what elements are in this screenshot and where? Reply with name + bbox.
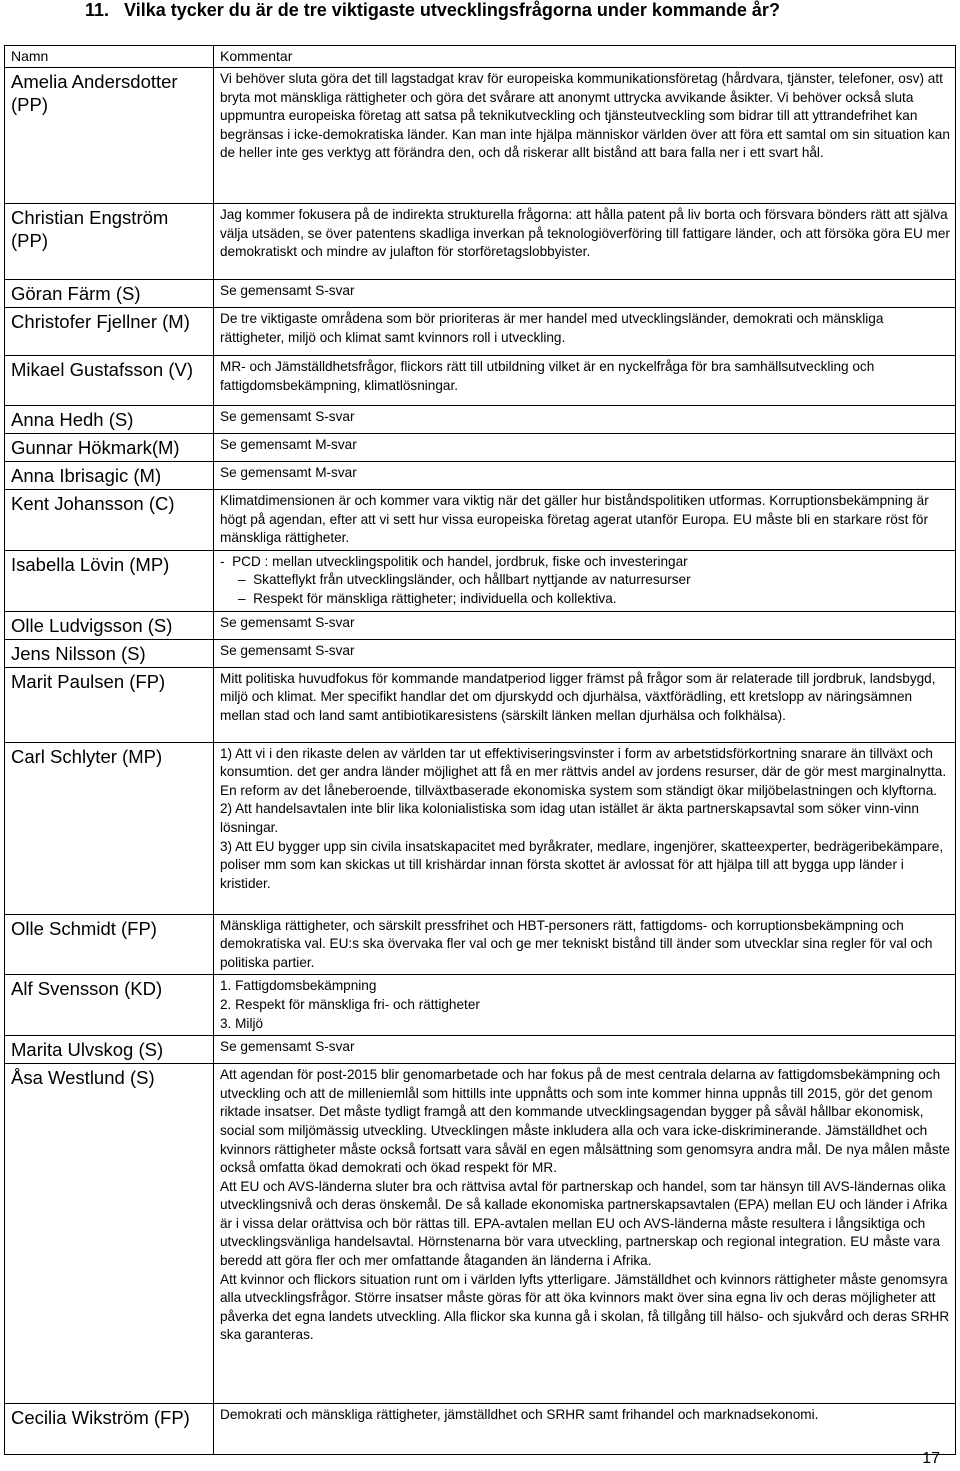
table-row [5, 550, 956, 611]
comment-paragraph: Se gemensamt S-svar [220, 1039, 355, 1055]
comment-paragraph: MR- och Jämställdhetsfrågor, flickors rätt till utbildning vilket är en nyckelfråga för bra samhällsutveckling och fattigdomsbekämpning, klimatlösningar. [220, 359, 875, 393]
respondent-comment [214, 280, 956, 308]
table-row [5, 68, 956, 204]
respondent-comment [214, 667, 956, 742]
table-row [5, 434, 956, 462]
respondent-name: Anna Ibrisagic (M) [5, 462, 214, 490]
respondent-comment [214, 1036, 956, 1064]
respondent-name: Christofer Fjellner (M) [5, 308, 214, 356]
comment-paragraph: Att EU och AVS-länderna sluter bra och rättvisa avtal för partnerskap och handel, som tar hänsyn till AVS-ländernas olika utvecklingsnivå och deras önskemål. De så kallade ekonomiska partnerskapsavtalen (EPA) mellan EU och länder i Afrika är i vissa delar orättvisa och bör rättas till. EPA-avtalen mellan EU och AVS-länderna måste resultera i långsiktiga och utvecklingsvänliga handelsavtal. Hörnstenarna bör vara utveckling, partnerskap och regional integration. EU måste vara beredd att göra fler och mer omfattande åtaganden än länderna i Afrika. [220, 1178, 948, 1269]
header-name: Namn [5, 46, 214, 68]
comment-paragraph: Vi behöver sluta göra det till lagstadgat krav för europeiska kommunikationsföretag (hårdvara, tjänster, telefoner, osv) att bryta mot mänskliga rättigheter och göra det svårare att anonymt uttrycka avvikande åsikter. Vi behöver också sluta uppmuntra europeiska företag att satsa på teknikutveckling och tjänsteutveckling som bidrar till att yttrandefrihet kan begränsas i icke-demokratiska länder. Kan man inte hjälpa människor världen över att föra ett samtal om sin situation kan de heller inte ges verktyg att förändra den, och då riskerar allt bistånd att bara falla ner i ett svart hål. [220, 71, 950, 161]
comment-paragraph: Jag kommer fokusera på de indirekta strukturella frågorna: att hålla patent på liv borta och försvara bönders rätt att själva välja utsäden, se över patentens skadliga inverkan på teknologiöverföring till fattigare länder, och att försöka göra EU mer demokratiskt och mindre av julafton för storföretagslobbyister. [220, 207, 950, 260]
table-row [5, 308, 956, 356]
table-row [5, 356, 956, 406]
page-number: 17 [922, 1450, 940, 1467]
comment-paragraph: 2. Respekt för mänskliga fri- och rättigheter [220, 996, 480, 1012]
respondent-comment [214, 308, 956, 356]
table-row [5, 204, 956, 280]
respondent-name: Isabella Lövin (MP) [5, 550, 214, 611]
table-row [5, 611, 956, 639]
respondent-name: Mikael Gustafsson (V) [5, 356, 214, 406]
respondent-comment [214, 550, 956, 611]
comment-paragraph: Att agendan för post-2015 blir genomarbetade och har fokus på de mest centrala delarna av fattigdomsbekämpning och utveckling och att de milleniemlål som hittills inte uppnåtts och som inte kommer hinna uppnås till 2015, gör det genom riktade insatser. Det måste tydligt framgå att den kommande utvecklingsagendan bygger på såväl hållbar ekonomisk, social som miljömässig utveckling. Utvecklingen måste inkludera alla och vara icke-diskriminerande. Jämställdhet och kvinnors rättigheter måste också fortsatt vara såväl en egen målsättning som genomsyra andra mål. De nya målen måste också omfatta ökad demokrati och ökad respekt för MR. [220, 1067, 950, 1176]
table-row [5, 742, 956, 914]
comment-paragraph: 3) Att EU bygger upp sin civila insatskapacitet med byråkrater, medlare, ingenjörer, skatteexperter, bedrägeribekämpare, poliser mm som kan skickas ut till krishärdar innan första skottet är avlossat för att hjälpa till att bygga upp länder i kristider. [220, 838, 944, 891]
comment-paragraph: Klimatdimensionen är och kommer vara viktig när det gäller hur biståndspolitiken utformas. Korruptionsbekämpning är högt på agendan, efter att vi sett hur vissa europeiska företag agerat utanför Europa. EU måste bli en starkare röst för mänskliga rättigheter. [220, 493, 929, 546]
comment-paragraph: Demokrati och mänskliga rättigheter, jämställdhet och SRHR samt frihandel och marknadsekonomi. [220, 1407, 819, 1423]
comment-paragraph: – Skatteflykt från utvecklingsländer, och hållbart nyttjande av naturresurser [238, 572, 691, 588]
respondent-name: Cecilia Wikström (FP) [5, 1404, 214, 1455]
comment-paragraph: Se gemensamt M-svar [220, 465, 357, 480]
responses-table [4, 45, 956, 1455]
respondent-comment [214, 742, 956, 914]
respondent-name: Göran Färm (S) [5, 280, 214, 308]
respondent-comment [214, 356, 956, 406]
respondent-comment [214, 68, 956, 204]
respondent-comment [214, 639, 956, 667]
table-row [5, 975, 956, 1036]
comment-paragraph: Se gemensamt M-svar [220, 437, 357, 452]
table-row [5, 280, 956, 308]
respondent-name: Olle Ludvigsson (S) [5, 611, 214, 639]
respondent-name: Åsa Westlund (S) [5, 1064, 214, 1404]
respondent-name: Kent Johansson (C) [5, 490, 214, 551]
comment-paragraph: Se gemensamt S-svar [220, 409, 355, 424]
respondent-comment [214, 914, 956, 975]
respondent-comment [214, 490, 956, 551]
respondent-name: Alf Svensson (KD) [5, 975, 214, 1036]
table-row [5, 462, 956, 490]
comment-paragraph: Se gemensamt S-svar [220, 642, 355, 658]
respondent-comment [214, 462, 956, 490]
comment-paragraph: Att kvinnor och flickors situation runt om i världen lyfts ytterligare. Jämställdhet och kvinnors rättigheter måste genomsyra alla utvecklingsfrågor. Större insatser måste göras för att öka kvinnors makt över sina egna liv och deras möjligheter att påverka det egna landets utveckling. Alla flickor ska kunna gå i skolan, få tillgång till hälso- och sjukvård och deras SRHR ska garanteras. [220, 1271, 950, 1343]
comment-paragraph: Mitt politiska huvudfokus för kommande mandatperiod ligger främst på frågor som är relaterade till jordbruk, landsbygd, miljö och klimat. Mer specifikt handlar det om djurskydd och djurhälsa, växtförädling, ett kretslopp av näringsämnen mellan stad och land samt antibiotikaresistens (särskilt länken mellan djurhälsa och folkhälsa). [220, 670, 936, 723]
respondent-name: Amelia Andersdotter (PP) [5, 68, 214, 204]
comment-paragraph: 2) Att handelsavtalen inte blir lika kolonialistiska som idag utan istället är äkta partnerskapsavtal som söker vinn-vinn lösningar. [220, 801, 919, 835]
comment-paragraph: Se gemensamt S-svar [220, 283, 355, 298]
respondent-comment [214, 1404, 956, 1455]
comment-paragraph: 1. Fattigdomsbekämpning [220, 978, 377, 994]
respondent-comment [214, 434, 956, 462]
comment-paragraph: 1) Att vi i den rikaste delen av världen tar ut effektiviseringsvinster i form av arbetstidsförkortning snarare än tillväxt och konsumtion. det ger andra länder möjlighet att få en mer rättvis andel av jordens resurser, där de gör mest marginalnytta. En reform av det låneberoende, tillväxtbaserade ekonomiska system som ständigt ökar miljöbelastningen och klyftorna. [220, 745, 947, 798]
respondent-name: Gunnar Hökmark(M) [5, 434, 214, 462]
comment-paragraph: Se gemensamt S-svar [220, 614, 355, 630]
comment-paragraph: 3. Miljö [220, 1015, 264, 1031]
respondent-name: Anna Hedh (S) [5, 406, 214, 434]
comment-paragraph: - PCD : mellan utvecklingspolitik och handel, jordbruk, fiske och investeringar [220, 553, 688, 569]
respondent-name: Jens Nilsson (S) [5, 639, 214, 667]
respondent-comment [214, 1064, 956, 1404]
respondent-comment [214, 406, 956, 434]
comment-paragraph: – Respekt för mänskliga rättigheter; individuella och kollektiva. [238, 590, 617, 606]
respondent-comment [214, 611, 956, 639]
table-row [5, 1064, 956, 1404]
respondent-comment [214, 975, 956, 1036]
question-title: 11. Vilka tycker du är de tre viktigaste utvecklingsfrågorna under kommande år? [85, 0, 780, 20]
comment-paragraph: De tre viktigaste områdena som bör prioriteras är mer handel med utvecklingsländer, demokrati och mänskliga rättigheter, miljö och klimat samt kvinnors roll i utveckling. [220, 311, 884, 345]
respondent-name: Christian Engström (PP) [5, 204, 214, 280]
respondent-name: Olle Schmidt (FP) [5, 914, 214, 975]
table-row [5, 406, 956, 434]
header-comment: Kommentar [214, 46, 956, 68]
table-row [5, 1404, 956, 1455]
respondent-name: Marita Ulvskog (S) [5, 1036, 214, 1064]
table-row [5, 914, 956, 975]
table-row [5, 490, 956, 551]
respondent-comment [214, 204, 956, 280]
comment-paragraph: Mänskliga rättigheter, och särskilt pressfrihet och HBT-personers rätt, fattigdoms- och korruptionsbekämpning och demokratiska val. EU:s ska övervaka fler val och ge mer tekniskt bistånd till änder som utvecklar sina regler för val och politiska partier. [220, 917, 933, 970]
respondent-name: Marit Paulsen (FP) [5, 667, 214, 742]
table-header-row [5, 46, 956, 68]
table-row [5, 1036, 956, 1064]
table-row [5, 667, 956, 742]
table-row [5, 639, 956, 667]
respondent-name: Carl Schlyter (MP) [5, 742, 214, 914]
